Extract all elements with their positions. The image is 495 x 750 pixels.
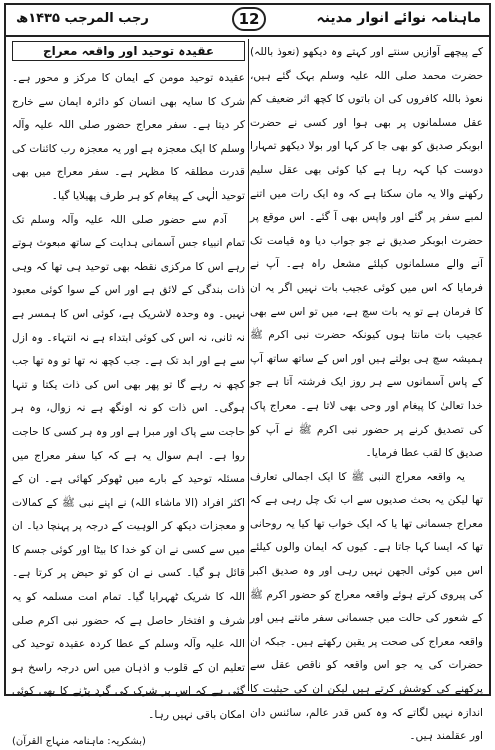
right-paragraph-1: کے پیچھے آوازیں سنتے اور کہتے وہ دیکھو (نعوذ باللہ) حضرت محمد صلی اللہ علیہ وسلم بہک گئے ہیں، نعوذ باللہ کافروں کی ان باتوں کا کچھ اثر ضعیف کم عقل مسلمانوں پر بھی ہوا اور کسی نے حضرت ابوبکر صدیق کو بھی جا کر کہا اور بولا دیکھو تمہارا دوست کیا کہہ رہا ہے کیا کوئی بھی عقل سلیم رکھنے والا یہ مان سکتا ہے کہ وہ ایک رات میں اتنے لمبے سفر پر گئے اور واپس بھی آ گئے۔ اس موقع پر حضرت ابوبکر صدیق نے جو جواب دیا وہ قیامت تک آنے والے مسلمانوں کیلئے مشعل راہ ہے۔ آپ نے فرمایا کہ اس میں کوئی عجیب بات نہیں اگر یہ ان کا فرمان ہے تو یہ بات سچ ہے، میں تو اس سے بھی عجیب بات مانتا ہوں کیونکہ حضرت نبی اکرم ﷺ ہمیشہ سچ ہی بولتے ہیں اور اس کے ساتھ ساتھ آپ کے پاس آسمانوں سے ہر روز ایک فرشتہ آتا ہے جو خدا تعالیٰ کا پیغام اور وحی بھی لاتا ہے۔ معراج پاک کی تصدیق کرنے پر حضور نبی اکرم ﷺ نے آپ کو صدیق کا لقب عطا فرمایا۔ [250,46,483,460]
left-paragraph-1: عقیدہ توحید مومن کے ایمان کا مرکز و محور ہے۔ شرک کا سایہ بھی انسان کو دائرہ ایمان سے خارج کر دیتا ہے۔ سفر معراج حضور صلی اللہ علیہ وآلہ وسلم کا ایک معجزہ ہے اور یہ معجزہ رب کائنات کی قدرت مطلقہ کا مظہر ہے۔ سفر معراج میں بھی توحید الٰہی کے پیغام کو ہر طرف پھیلایا گیا۔ [12,72,245,202]
left-column [12,41,245,747]
right-column [250,41,483,743]
right-paragraph-2: یہ واقعہ معراج النبی ﷺ کا ایک اجمالی تعارف تھا لیکن یہ بحث صدیوں سے اب تک چل رہی ہے کہ معراج جسمانی تھا یا کہ ایک خواب تھا کیا یہ روحانی تھا کہ ایسا کہا جاتا ہے۔ کیوں کہ ایمان والوں کیلئے اس میں کوئی الجھن نہیں رہی اور وہ صدیق اکبر کی پیروی کرتے ہوئے واقعہ معراج کو حضور اکرم ﷺ کے شعور کی حالت میں جسمانی سفر مانتے ہیں اور واقعہ معراج کی صحت پر یقین رکھتے ہیں۔ جبکہ ان حضرات کی یہ جو اس واقعہ کو ناقص عقل سے پرکھنے کی کوشش کرتے ہیں لیکن ان کی حیثیت کا اندازہ نہیں لگاتے کہ وہ کس قدر عالم، سائنس دان اور عقلمند ہیں۔ [250,470,483,743]
article-heading: عقیدہ توحید اور واقعہ معراج [12,41,245,61]
column-divider [248,39,249,691]
magazine-page [4,3,491,747]
page-header [6,5,489,37]
magazine-title: ماہنامہ نوائے انوار مدینہ [316,10,481,26]
issue-date: رجب المرجب ۱۴۳۵ھ [16,11,149,26]
page-number: 12 [232,7,266,31]
left-paragraph-2: آدم سے حضور صلی اللہ علیہ وآلہ وسلم تک تمام انبیاء جس آسمانی ہدایت کے ساتھ مبعوث ہوتے رہے اس کا مرکزی نقطہ بھی توحید ہی تھا کہ وہی ذات بندگی کے لائق ہے اور اس کے سوا کوئی معبود نہیں۔ وہ وحدہ لاشریک ہے، کوئی اس کا ہمسر ہے نہ ثانی، نہ اس کی کوئی ابتداء ہے نہ انتہاء۔ وہ ازل سے ہے اور ابد تک ہے۔ جب کچھ نہ تھا تو وہ تھا جب کچھ نہ رہے گا تو پھر بھی اس کی ذات یکتا و تنہا ہوگی۔ اس ذات کو نہ اونگھ ہے نہ زوال، وہ ہر حاجت سے پاک اور مبرا ہے اور وہ ہر کسی کا حاجت روا ہے۔ اہم سوال یہ ہے کہ کیا سفر معراج میں مسئلہ توحید کے بارے میں ٹھوکر کھائی ہے۔ ان کے اکثر افراد (الا ماشاء اللہ) نے اپنے نبی ﷺ کے کمالات و معجزات دیکھ کر الوہیت کے درجہ پر پہنچا دیا۔ ان میں سے کسی نے ان کو خدا کا بیٹا اور کوئی جسم کا قائل ہو گیا۔ کسی نے ان کو تو حیض پر کرتا ہے۔ اللہ کا شریک ٹھہرایا گیا۔ تمام امت مسلمہ کو یہ شرف و افتخار حاصل ہے کہ حضور نبی اکرم صلی اللہ علیہ وآلہ وسلم کے عطا کردہ عقیدہ توحید کی تعلیم ان کے قلوب و اذہان میں اس درجہ راسخ ہو گئی ہے کہ اس پر شرک کی گرد پڑنے کا بھی کوئی امکان باقی نہیں رہا۔ [12,213,245,722]
article-citation: (بشکریہ: ماہنامہ منہاج القرآن) [12,735,146,747]
